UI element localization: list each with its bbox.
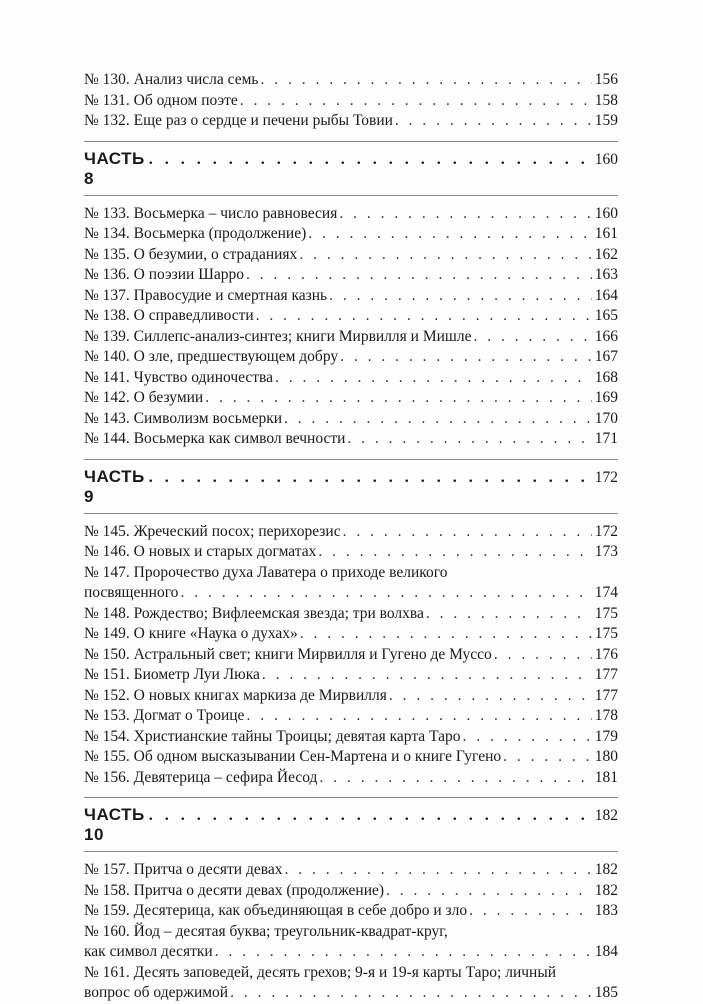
entry-title: № 135. О безумии, о страданиях [84, 245, 298, 263]
page-number: 173 [594, 543, 618, 560]
dot-leader [256, 306, 592, 327]
entry-title-line: № 161. Десять заповедей, десять грехов; 9-я и 19-я карты Таро; личный [84, 963, 557, 981]
dot-leader [300, 624, 592, 645]
part-title: ЧАСТЬ 10 [84, 805, 145, 844]
entry-title: № 153. Догмат о Троице [84, 707, 245, 724]
page-number: 174 [594, 584, 618, 601]
dot-leader [469, 901, 592, 922]
dot-leader [149, 469, 593, 487]
entry-row [84, 727, 618, 748]
page-number: 182 [594, 861, 618, 878]
entry-title: № 159. Десятерица, как объединяющая в себе добро и зло [84, 902, 468, 919]
dot-leader [343, 522, 592, 543]
page-number: 166 [594, 327, 618, 345]
entry-title: № 144. Восьмерка как символ вечности [84, 430, 346, 447]
entry-row [84, 245, 618, 266]
dot-leader [395, 111, 592, 132]
entry-title: № 149. О книге «Наука о духах» [84, 625, 298, 642]
entry-row [84, 347, 618, 368]
page-number: 185 [594, 984, 618, 1001]
entry-row [84, 624, 618, 645]
entry-title: № 136. О поэзии Шарро [84, 266, 244, 283]
entry-title: № 143. Символизм восьмерки [84, 409, 283, 427]
toc-entry[interactable] [84, 706, 618, 727]
dot-leader [386, 881, 592, 902]
entry-row [84, 604, 618, 625]
entry-row [84, 265, 618, 286]
page-number: 163 [594, 266, 618, 283]
toc-entry[interactable] [84, 604, 618, 625]
dot-leader [275, 368, 592, 389]
page-number: 161 [594, 225, 618, 242]
entry-title: № 140. О зле, предшествующем добру [84, 348, 339, 365]
dot-leader [246, 265, 592, 286]
page-number: 175 [594, 604, 618, 622]
entry-row [84, 409, 618, 430]
entry-row [84, 91, 618, 112]
dot-leader [149, 807, 593, 825]
toc-entry[interactable] [84, 91, 618, 112]
page-number: 180 [594, 748, 618, 765]
entry-title: № 155. Об одном высказывании Сен-Мартена и о книге Гугено [84, 748, 502, 765]
entry-title: № 133. Восьмерка – число равновесия [84, 204, 338, 222]
toc-entry[interactable] [84, 245, 618, 266]
page-number: 158 [594, 91, 618, 109]
toc-entry[interactable] [84, 686, 618, 707]
entry-row [84, 327, 618, 348]
entry-title: № 154. Христианские тайны Троицы; девятая карта Таро [84, 727, 461, 745]
toc-entry[interactable] [84, 224, 618, 245]
entry-row [84, 204, 618, 225]
page-number: 184 [594, 943, 618, 960]
entry-title: № 148. Рождество; Вифлеемская звезда; три волхва [84, 604, 424, 622]
entry-row [84, 768, 618, 789]
page-number: 159 [594, 112, 618, 129]
dot-leader [284, 409, 592, 430]
entry-row [84, 706, 618, 727]
entry-row [84, 224, 618, 245]
entry-row [84, 70, 618, 91]
toc-entry[interactable] [84, 881, 618, 902]
dot-leader [503, 747, 592, 768]
dot-leader [262, 665, 592, 686]
entry-title: № 158. Притча о десяти девах (продолжение) [84, 881, 385, 899]
dot-leader [299, 245, 592, 266]
page-number: 172 [594, 468, 618, 486]
dot-leader [308, 224, 592, 245]
entry-title: вопрос об одержимой [84, 984, 229, 1001]
page-number: 182 [594, 807, 618, 824]
part-heading[interactable] [84, 459, 618, 514]
toc-entry[interactable] [84, 624, 618, 645]
entry-title: № 157. Притча о десяти девах [84, 861, 283, 878]
entry-row [84, 942, 618, 963]
dot-leader [347, 429, 592, 450]
entry-row [84, 388, 618, 409]
toc-entry[interactable] [84, 727, 618, 748]
part-title: ЧАСТЬ 8 [84, 148, 145, 188]
page-number: 177 [594, 666, 618, 683]
toc-entry[interactable] [84, 111, 618, 132]
dot-leader [205, 388, 592, 409]
dot-leader [149, 151, 593, 169]
entry-row [84, 522, 618, 543]
entry-row [84, 881, 618, 902]
entry-title-line: № 147. Пророчество духа Лаватера о приходе великого [84, 563, 448, 581]
page-number: 172 [594, 522, 618, 540]
toc-entry[interactable] [84, 747, 618, 768]
entry-title: № 137. Правосудие и смертная казнь [84, 286, 328, 304]
page-number: 170 [594, 409, 618, 427]
entry-row [84, 429, 618, 450]
entry-row [84, 583, 618, 604]
dot-leader [319, 768, 592, 789]
part-title: ЧАСТЬ 9 [84, 466, 145, 506]
page-number: 181 [594, 768, 618, 786]
entry-title: № 156. Девятерица – сефира Йесод [84, 768, 318, 786]
dot-leader [260, 70, 592, 91]
toc-entry[interactable] [84, 368, 618, 389]
page-number: 169 [594, 389, 618, 406]
dot-leader [463, 727, 592, 748]
toc-entry[interactable] [84, 265, 618, 286]
dot-leader [329, 286, 592, 307]
dot-leader [318, 542, 592, 563]
entry-row [84, 542, 618, 563]
dot-leader [426, 604, 592, 625]
toc-entry[interactable] [84, 922, 618, 963]
entry-title: № 138. О справедливости [84, 307, 254, 324]
toc-entry[interactable] [84, 860, 618, 881]
toc-entry[interactable] [84, 204, 618, 225]
page-number: 182 [594, 881, 618, 899]
toc-entry[interactable] [84, 522, 618, 543]
dot-leader [339, 204, 592, 225]
entry-row [84, 286, 618, 307]
toc-entry[interactable] [84, 70, 618, 91]
page-number: 165 [594, 307, 618, 324]
dot-leader [180, 583, 592, 604]
entry-title: посвященного [84, 584, 179, 601]
dot-leader [215, 942, 592, 963]
entry-title: № 151. Биометр Луи Люка [84, 666, 260, 683]
entry-title: № 145. Жреческий посох; перихорезис [84, 522, 341, 540]
dot-leader [340, 347, 592, 368]
dot-leader [246, 706, 592, 727]
page-number: 156 [594, 71, 618, 88]
entry-title: № 130. Анализ числа семь [84, 71, 259, 88]
entry-row [84, 901, 618, 922]
page-number: 167 [594, 348, 618, 365]
page-number: 171 [594, 430, 618, 447]
toc-entry[interactable] [84, 665, 618, 686]
toc-entry[interactable] [84, 768, 618, 789]
table-of-contents [84, 70, 618, 1004]
entry-title: № 146. О новых и старых догматах [84, 543, 317, 560]
page-number: 176 [594, 645, 618, 663]
entry-title: № 131. Об одном поэте [84, 91, 238, 109]
dot-leader [240, 91, 592, 112]
toc-entry[interactable] [84, 409, 618, 430]
page-number: 179 [594, 727, 618, 745]
toc-entry[interactable] [84, 388, 618, 409]
dot-leader [389, 686, 592, 707]
toc-entry[interactable] [84, 563, 618, 604]
toc-entry[interactable] [84, 901, 618, 922]
toc-entry[interactable] [84, 542, 618, 563]
entry-title: № 150. Астральный свет; книги Мирвилля и Гугено де Муссо [84, 645, 492, 663]
part-heading[interactable] [84, 141, 618, 196]
toc-entry[interactable] [84, 286, 618, 307]
page-number: 168 [594, 368, 618, 386]
entry-row [84, 860, 618, 881]
toc-entry[interactable] [84, 429, 618, 450]
page-number: 160 [594, 204, 618, 222]
entry-row [84, 747, 618, 768]
entry-row [84, 983, 618, 1004]
page-number: 175 [594, 625, 618, 642]
page-number: 164 [594, 286, 618, 304]
dot-leader [473, 327, 592, 348]
toc-entry[interactable] [84, 963, 618, 1004]
entry-row [84, 686, 618, 707]
entry-title: № 134. Восьмерка (продолжение) [84, 225, 307, 242]
entry-row [84, 306, 618, 327]
toc-entry[interactable] [84, 347, 618, 368]
page-number: 183 [594, 902, 618, 919]
entry-title: № 139. Силлепс-анализ-синтез; книги Мирвилля и Мишле [84, 327, 472, 345]
toc-entry[interactable] [84, 306, 618, 327]
entry-title: № 142. О безумии [84, 389, 204, 406]
entry-title: № 141. Чувство одиночества [84, 368, 274, 386]
entry-title: № 132. Еще раз о сердце и печени рыбы Товии [84, 112, 393, 129]
dot-leader [284, 860, 592, 881]
entry-title: № 152. О новых книгах маркиза де Мирвилля [84, 686, 387, 704]
page-number: 178 [594, 707, 618, 724]
entry-title: как символ десятки [84, 943, 213, 960]
page-number: 162 [594, 245, 618, 263]
dot-leader [494, 645, 592, 666]
part-heading[interactable] [84, 797, 618, 852]
entry-row [84, 665, 618, 686]
entry-row [84, 368, 618, 389]
toc-entry[interactable] [84, 645, 618, 666]
page-number: 160 [594, 150, 618, 168]
entry-row [84, 645, 618, 666]
dot-leader [230, 983, 592, 1004]
entry-row [84, 111, 618, 132]
toc-entry[interactable] [84, 327, 618, 348]
page-number: 177 [594, 686, 618, 704]
entry-title-line: № 160. Йод – десятая буква; треугольник-квадрат-круг, [84, 922, 448, 940]
